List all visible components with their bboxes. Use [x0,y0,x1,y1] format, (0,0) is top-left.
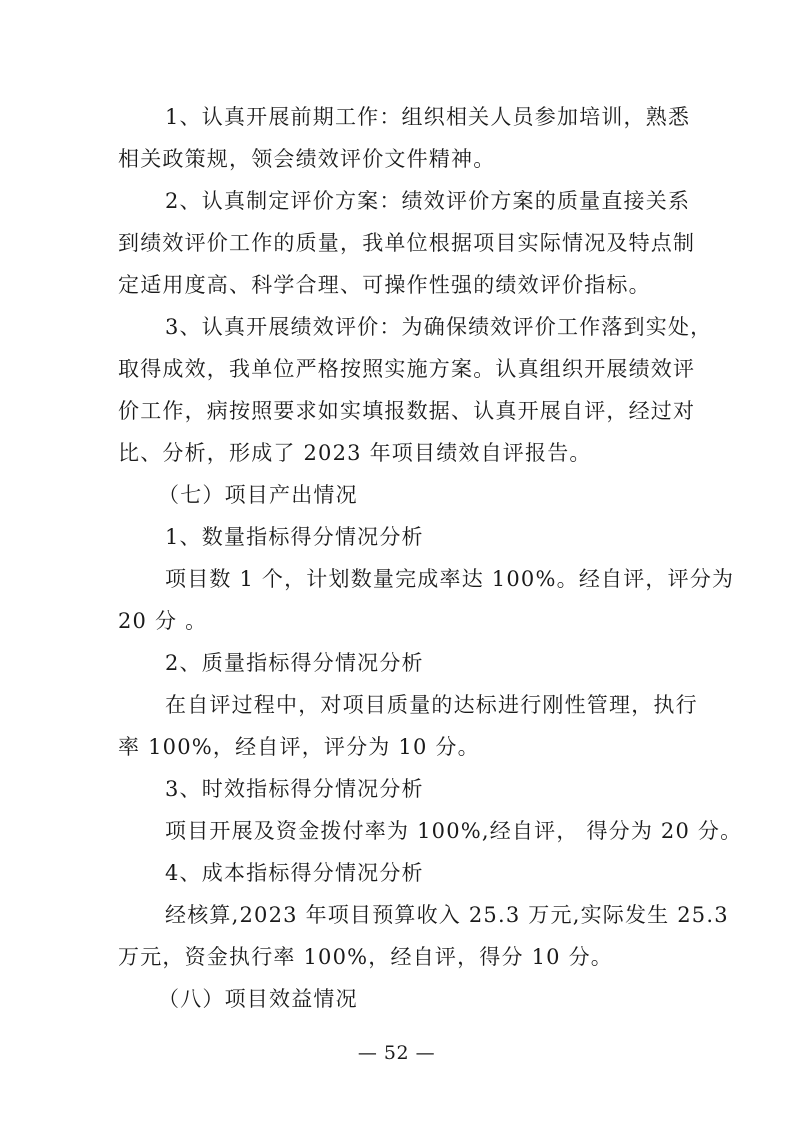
paragraph-line: 相关政策规，领会绩效评价文件精神。 [118,147,496,171]
section-heading: （七）项目产出情况 [158,483,358,507]
paragraph-line: 项目数 1 个，计划数量完成率达 100%。经自评，评分为 [165,567,735,591]
paragraph-line: 1、认真开展前期工作：组织相关人员参加培训，熟悉 [165,105,691,129]
page-number: — 52 — [357,1042,436,1064]
section-heading: （八）项目效益情况 [158,987,358,1011]
paragraph-line: 在自评过程中，对项目质量的达标进行刚性管理，执行 [165,693,698,717]
paragraph-line: 2、认真制定评价方案：绩效评价方案的质量直接关系 [165,189,691,213]
paragraph-line: 比、分析，形成了 2023 年项目绩效自评报告。 [118,441,592,465]
subsection-heading: 2、质量指标得分情况分析 [165,651,424,675]
paragraph-line: 取得成效，我单位严格按照实施方案。认真组织开展绩效评 [118,357,696,381]
paragraph-line: 价工作，病按照要求如实填报数据、认真开展自评，经过对 [118,399,696,423]
subsection-heading: 1、数量指标得分情况分析 [165,525,424,549]
subsection-heading: 3、时效指标得分情况分析 [165,777,424,801]
paragraph-line: 率 100%，经自评，评分为 10 分。 [118,735,480,759]
paragraph-line: 项目开展及资金拨付率为 100%,经自评， 得分为 20 分。 [165,819,743,843]
paragraph-line: 3、认真开展绩效评价：为确保绩效评价工作落到实处， [165,315,713,339]
paragraph-line: 到绩效评价工作的质量，我单位根据项目实际情况及特点制 [118,231,696,255]
subsection-heading: 4、成本指标得分情况分析 [165,861,424,885]
paragraph-line: 经核算,2023 年项目预算收入 25.3 万元,实际发生 25.3 [165,903,729,927]
paragraph-line: 万元，资金执行率 100%，经自评，得分 10 分。 [118,945,613,969]
paragraph-line: 20 分 。 [118,609,208,633]
paragraph-line: 定适用度高、科学合理、可操作性强的绩效评价指标。 [118,273,651,297]
